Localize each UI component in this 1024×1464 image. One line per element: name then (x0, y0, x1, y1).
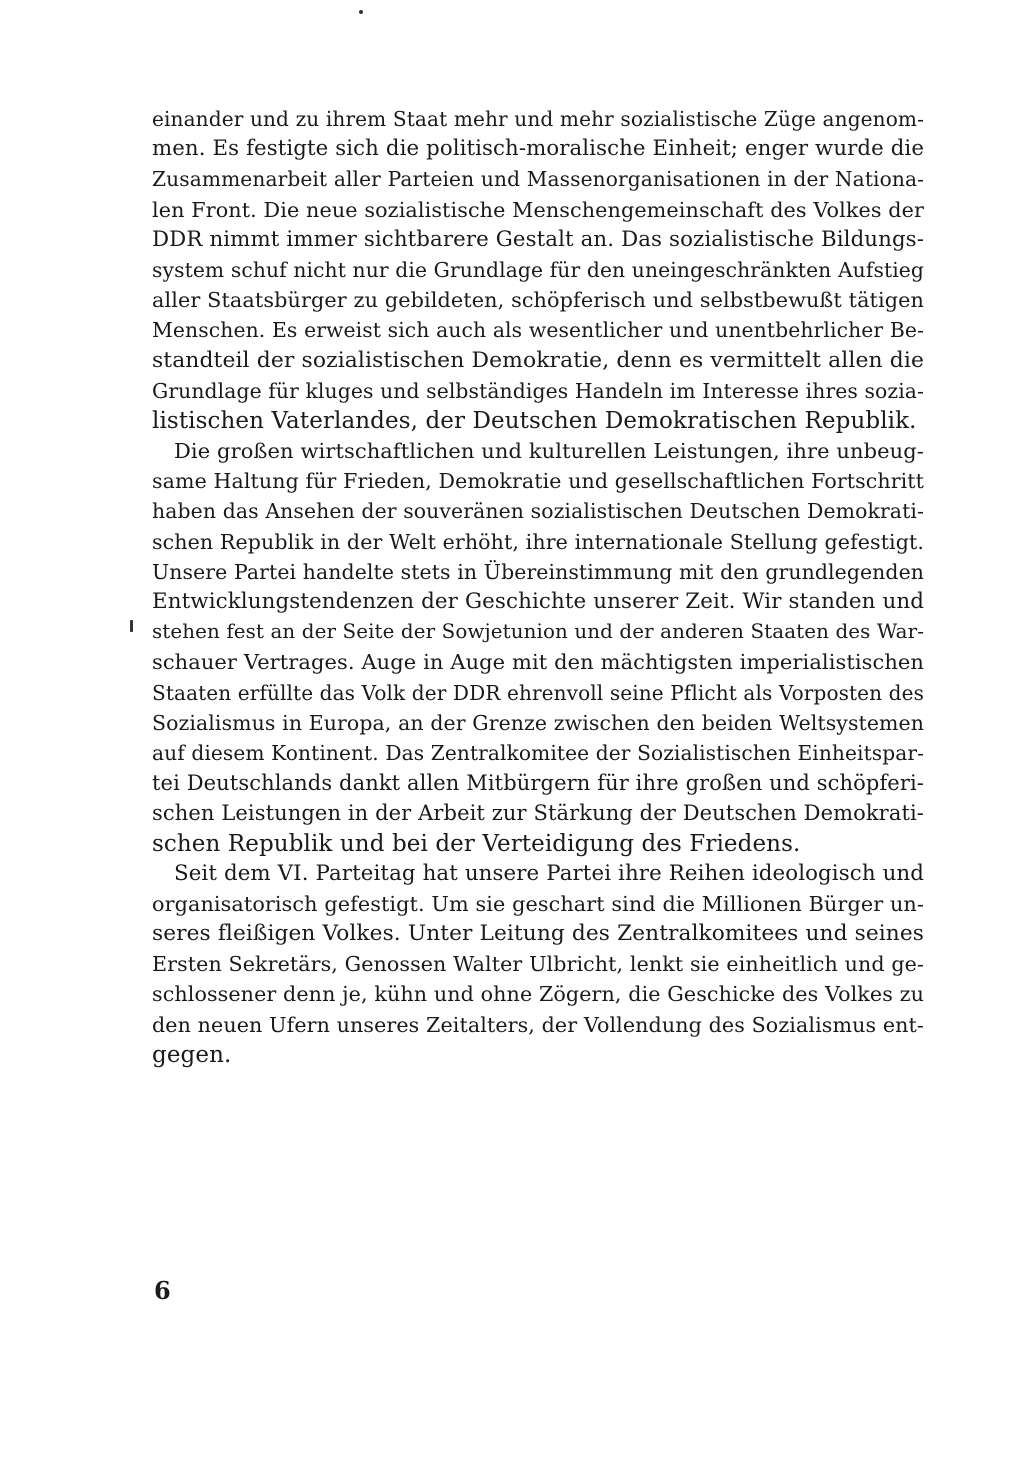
text-line: standteil der sozialistischen Demokratie, denn es vermittelt allen die (152, 347, 924, 373)
text-line: Menschen. Es erweist sich auch als wesentlicher und unentbehrlicher Be- (152, 318, 924, 343)
text-line: gegen. (152, 1041, 232, 1068)
text-line: schen Republik in der Welt erhöht, ihre internationale Stellung gefestigt. (152, 529, 924, 554)
text-line: len Front. Die neue sozialistische Menschengemeinschaft des Volkes der (152, 197, 924, 222)
text-line: den neuen Ufern unseres Zeitalters, der Vollendung des Sozialismus ent- (152, 1012, 924, 1037)
paragraph-2 (152, 436, 924, 859)
text-line: auf diesem Kontinent. Das Zentralkomitee der Sozialistischen Einheitspar- (152, 740, 924, 765)
text-line: schlossener denn je, kühn und ohne Zögern, die Geschicke des Volkes zu (152, 982, 924, 1007)
margin-mark (130, 620, 133, 632)
text-line: same Haltung für Frieden, Demokratie und gesellschaftlichen Fortschritt (152, 469, 924, 494)
text-line: Entwicklungstendenzen der Geschichte unserer Zeit. Wir standen und (152, 589, 924, 614)
text-line: einander und zu ihrem Staat mehr und mehr sozialistische Züge angenom- (152, 107, 924, 131)
text-line: Seit dem VI. Parteitag hat unsere Partei ihre Reihen ideologisch und (174, 860, 924, 886)
text-line: schauer Vertrages. Auge in Auge mit den mächtigsten imperialistischen (152, 650, 924, 675)
text-line: Sozialismus in Europa, an der Grenze zwischen den beiden Weltsystemen (152, 710, 924, 735)
text-line: tei Deutschlands dankt allen Mitbürgern für ihre großen und schöpferi- (152, 770, 924, 796)
text-line: aller Staatsbürger zu gebildeten, schöpferisch und selbstbewußt tätigen (152, 288, 924, 313)
text-line: system schuf nicht nur die Grundlage für den uneingeschränkten Aufstieg (152, 257, 924, 282)
text-line: Zusammenarbeit aller Parteien und Massenorganisationen in der Nationa- (152, 167, 924, 192)
text-line: Unsere Partei handelte stets in Übereinstimmung mit den grundlegenden (152, 559, 924, 584)
paragraph-1 (152, 104, 924, 436)
text-line: Staaten erfüllte das Volk der DDR ehrenvoll seine Pflicht als Vorposten des (152, 680, 924, 705)
paragraph-3 (152, 859, 924, 1070)
text-line: Ersten Sekretärs, Genossen Walter Ulbricht, lenkt sie einheitlich und ge- (152, 952, 924, 977)
text-line: stehen fest an der Seite der Sowjetunion und der anderen Staaten des War- (152, 620, 924, 644)
text-line: men. Es festigte sich die politisch-moralische Einheit; enger wurde die (152, 136, 924, 162)
body-text (152, 104, 924, 1070)
text-line: schen Republik und bei der Verteidigung des Friedens. (152, 830, 801, 857)
text-line: Grundlage für kluges und selbständiges Handeln im Interesse ihres sozia- (152, 378, 924, 403)
text-line: seres fleißigen Volkes. Unter Leitung des Zentralkomitees und seines (152, 921, 924, 947)
text-line: listischen Vaterlandes, der Deutschen Demokratischen Republik. (152, 407, 917, 434)
text-line: organisatorisch gefestigt. Um sie geschart sind die Millionen Bürger un- (152, 891, 924, 916)
page-number: 6 (154, 1276, 171, 1305)
text-line: DDR nimmt immer sichtbarere Gestalt an. Das sozialistische Bildungs- (152, 226, 924, 252)
text-line: Die großen wirtschaftlichen und kulturellen Leistungen, ihre unbeug- (174, 439, 924, 464)
text-line: haben das Ansehen der souveränen sozialistischen Deutschen Demokrati- (152, 499, 924, 524)
text-line: schen Leistungen in der Arbeit zur Stärkung der Deutschen Demokrati- (152, 801, 924, 826)
scan-speck (359, 10, 363, 14)
